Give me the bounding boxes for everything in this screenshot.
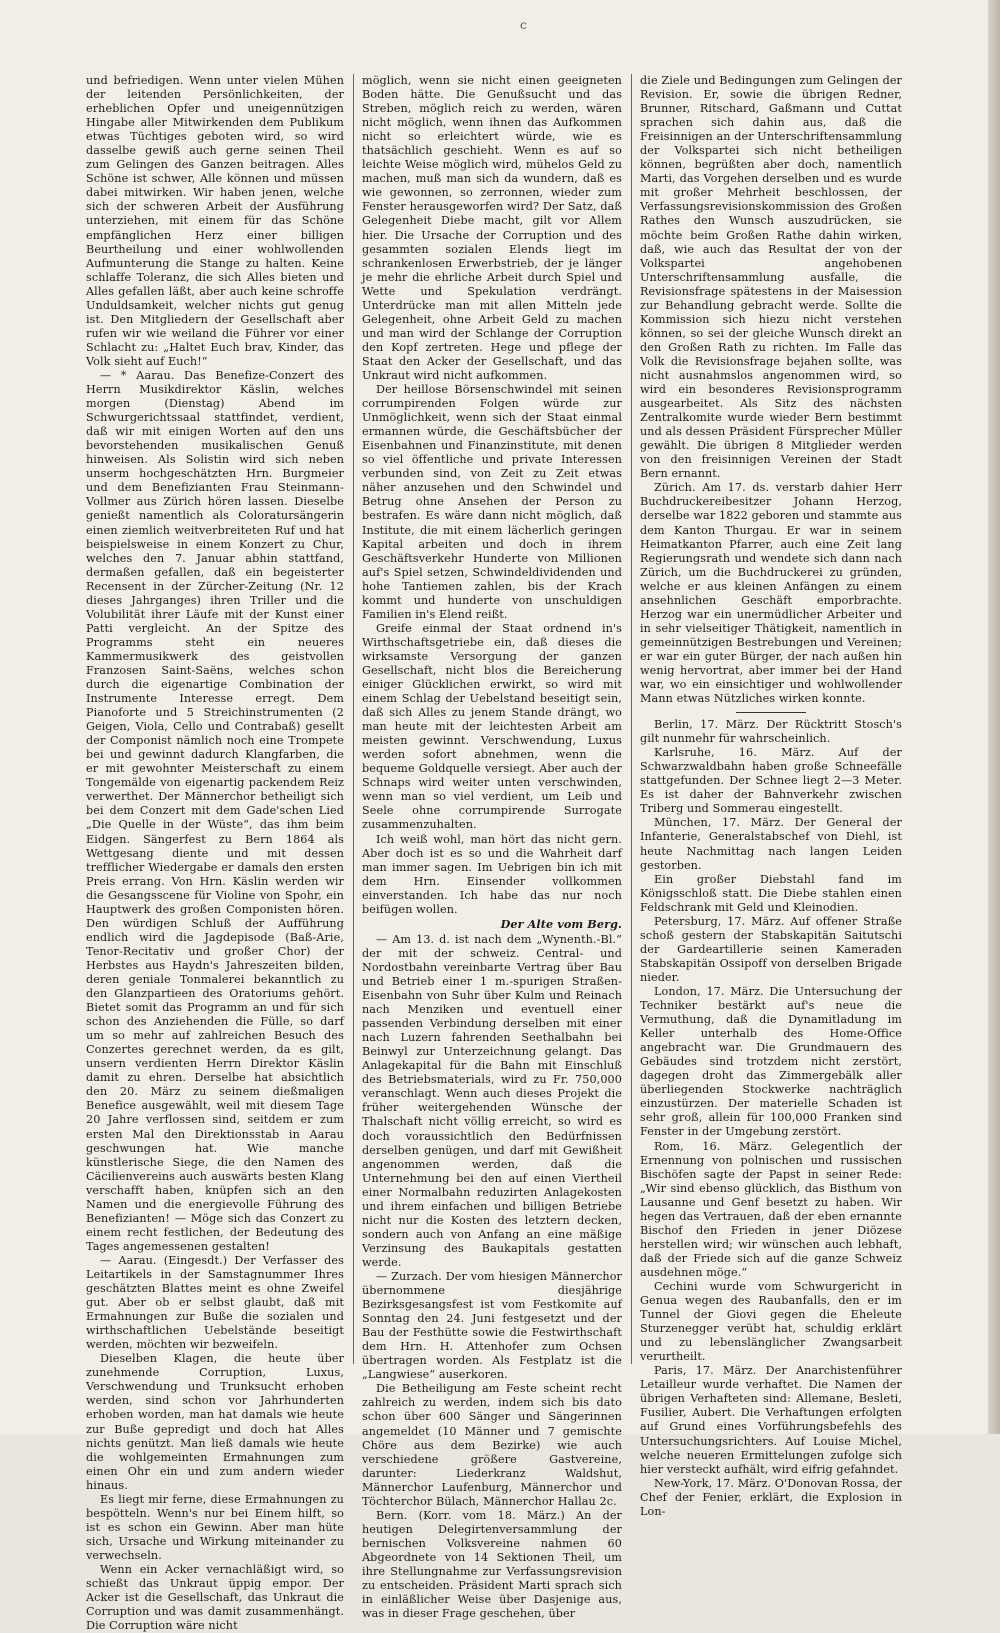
article-paragraph: Paris, 17. März. Der Anarchistenführer Letailleur wurde verhaftet. Die Namen der übrigen Verhafteten sind: Allemane, Besleti, Fusilier, Aubert. Die Verhaftungen erfolgten auf Grund eines Vorführungsbefehls des Untersuchungsrichters. Auf Louise Michel, welche neueren Ermittelungen zufolge sich hier versteckt aufhält, wird eifrig gefahndet. (640, 1364, 902, 1476)
article-paragraph: Wenn ein Acker vernachläßigt wird, so schießt das Unkraut üppig empor. Der Acker ist die Gesellschaft, das Unkraut die Corruption und was damit zusammenhängt. Die Corruption wäre nicht (86, 1562, 344, 1633)
article-paragraph: Es liegt mir ferne, diese Ermahnungen zu bespötteln. Wenn's nur bei Einem hilft, so ist es schon ein Gewinn. Aber man hüte sich, Ursache und Wirkung miteinander zu verwechseln. (86, 1492, 344, 1562)
article-paragraph: Ich weiß wohl, man hört das nicht gern. Aber doch ist es so und die Wahrheit darf man immer sagen. Im Uebrigen bin ich mit dem Hrn. Einsender vollkommen einverstanden. Ich habe das nur noch beifügen wollen. (362, 832, 622, 916)
article-paragraph: Rom, 16. März. Gelegentlich der Ernennung von polnischen und russischen Bischöfen sagte der Papst in seiner Rede: „Wir sind ebenso glücklich, das Bisthum von Lausanne und Genf besetzt zu haben. Wir hegen das Vertrauen, daß der eben ernannte Bischof den Frieden in jener Diözese herstellen wird; wir wünschen auch lebhaft, daß der Friede sich auf die ganze Schweiz ausdehnen möge.“ (640, 1139, 902, 1279)
article-paragraph: Ein großer Diebstahl fand im Königsschloß statt. Die Diebe stahlen einen Feldschrank mit Geld und Kleinodien. (640, 872, 902, 914)
page-edge (988, 0, 1000, 1434)
article-paragraph: — * Aarau. Das Benefize-Conzert des Herrn Musikdirektor Käslin, welches morgen (Dienstag) Abend im Schwurgerichtssaal stattfindet, verdient, daß wir mit einigen Worten auf den uns bevorstehenden musikalischen Genuß hinweisen. Als Solistin wird sich neben unserm hochgeschätzten Hrn. Burgmeier und dem Benefizianten Frau Steinmann-Vollmer aus Zürich hören lassen. Dieselbe genießt namentlich als Coloratursängerin einen ziemlich weitverbreiteten Ruf und hat beispielsweise in einem Konzert zu Chur, welches den 7. Januar abhin stattfand, dermaßen gefallen, daß ein begeisterter Recensent in der Zürcher-Zeitung (Nr. 12 dieses Jahrganges) ihren Triller und die Volubilität ihrer Läufe mit der Kunst einer Patti vergleicht. An der Spitze des Programms steht ein neueres Kammermusikwerk des geistvollen Franzosen Saint-Saëns, welches schon durch die eigenartige Combination der Instrumente Interesse erregt. Dem Pianoforte und 5 Streichinstrumenten (2 Geigen, Viola, Cello und Contrabaß) gesellt der Componist nämlich noch eine Trompete bei und gewinnt dadurch Klangfarben, die er mit gewohnter Meisterschaft zu einem Tongemälde von eigenartig packendem Reiz verwerthet. Der Männerchor betheiligt sich bei dem Conzert mit dem Gade'schen Lied „Die Quelle in der Wüste“, das ihm beim Eidgen. Sängerfest zu Bern 1864 als Wettgesang diente und mit dessen trefflicher Wiedergabe er damals den ersten Preis errang. Von Hrn. Käslin werden wir die Gesangsscene für Violine von Spohr, ein Hauptwerk des großen Componisten hören. Den würdigen Schluß der Aufführung endlich wird die Jagdepisode (Baß-Arie, Tenor-Recitativ und großer Chor) der Herbstes aus Haydn's Jahreszeiten bilden, deren geniale Tonmalerei bekanntlich zu den Glanzpartieen des Oratoriums gehört. Bietet somit das Programm an und für sich schon des Anziehenden die Fülle, so darf um so mehr auf zahlreichen Besuch des Conzertes gerechnet werden, da es gilt, unsern verdienten Herrn Direktor Käslin damit zu ehren. Derselbe hat absichtlich den 20. März zu seinem dießmaligen Benefice ausgewählt, weil mit diesem Tage 20 Jahre verflossen sind, seitdem er zum ersten Mal den Direktionsstab in Aarau geschwungen hat. Wie manche künstlerische Siege, die den Namen des Cäcilienvereins auch auswärts besten Klang verschafft haben, knüpfen sich an den Namen und die energievolle Führung des Benefizianten! — Möge sich das Conzert zu einem recht festlichen, der Bedeutung des Tages angemessenen gestalten! (86, 368, 344, 1253)
article-paragraph: — Aarau. (Eingesdt.) Der Verfasser des Leitartikels in der Samstagnummer Ihres geschätzten Blattes meint es ohne Zweifel gut. Aber ob er selbst glaubt, daß mit Ermahnungen zur Buße die sozialen und wirthschaftlichen Uebelstände beseitigt werden, möchten wir bezweifeln. (86, 1253, 344, 1352)
article-column-3 (640, 74, 902, 1518)
article-paragraph: Bern. (Korr. vom 18. März.) An der heutigen Delegirtenversammlung der bernischen Volksvereine nahmen 60 Abgeordnete von 14 Sektionen Theil, um ihre Stellungnahme zur Verfassungsrevision zu entscheiden. Präsident Marti sprach sich in einläßlicher Weise über Dasjenige aus, was in dieser Frage geschehen, über (362, 1508, 622, 1621)
article-paragraph: Zürich. Am 17. ds. verstarb dahier Herr Buchdruckereibesitzer Johann Herzog, derselbe war 1822 geboren und stammte aus dem Kanton Thurgau. Er war in seinem Heimatkanton Pfarrer, auch eine Zeit lang Regierungsrath und wendete sich dann nach Zürich, um die Buchdruckerei zu gründen, welche er aus kleinen Anfängen zu einem ansehnlichen Geschäft emporbrachte. Herzog war ein unermüdlicher Arbeiter und in sehr vielseitiger Thätigkeit, namentlich in gemeinnützigen Bestrebungen und Vereinen; er war ein guter Bürger, der nach außen hin wenig hervortrat, aber immer bei der Hand war, wo ein einsichtiger und wohlwollender Mann etwas Nützliches wirken konnte. (640, 481, 902, 706)
article-paragraph: Berlin, 17. März. Der Rücktritt Stosch's gilt nunmehr für wahrscheinlich. (640, 718, 902, 746)
article-paragraph: Der heillose Börsenschwindel mit seinen corrumpirenden Folgen würde zur Unmöglichkeit, wenn sich der Staat einmal ermannen würde, die Geschäftsbücher der Eisenbahnen und Finanzinstitute, mit denen so viel öffentliche und private Interessen verbunden sind, von Zeit zu Zeit etwas näher anzusehen und den Schwindel und Betrug ohne Ansehen der Person zu bestrafen. Es wäre dann nicht möglich, daß Institute, die mit einem lächerlich geringen Kapital arbeiten und doch in ihrem Geschäftsverkehr Hunderte von Millionen auf's Spiel setzen, Schwindeldividenden und hohe Tantiemen zahlen, bis der Krach kommt und hunderte von unschuldigen Familien in's Elend reißt. (362, 383, 622, 621)
article-paragraph: die Ziele und Bedingungen zum Gelingen der Revision. Er, sowie die übrigen Redner, Brunner, Ritschard, Gaßmann und Cuttat sprachen sich dahin aus, daß die Freisinnigen an der Unterschriftensammlung der Volkspartei sich nicht betheiligen können, begrüßten aber doch, namentlich Marti, das Vorgehen derselben und es wurde mit großer Mehrheit beschlossen, der Verfassungsrevisionskommission des Großen Rathes den Wunsch auszudrücken, sie möchte beim Großen Rathe dahin wirken, daß, wie auch das Resultat der von der Volkspartei angehobenen Unterschriftensammlung ausfalle, die Revisionsfrage spätestens in der Maisession zur Behandlung gebracht werde. Sollte die Kommission sich hiezu nicht verstehen können, so sei der gleiche Wunsch direkt an den Großen Rath zu richten. Im Falle das Volk die Revisionsfrage bejahen sollte, was nicht ausnahmslos angenommen wird, so wird ein besonderes Revisionsprogramm ausgearbeitet. Als Sitz des nächsten Zentralkomite wurde wieder Bern bestimmt und als dessen Präsident Fürsprecher Müller gewählt. Die übrigen 8 Mitglieder werden von den freisinnigen Vereinen der Stadt Bern ernannt. (640, 74, 902, 481)
article-paragraph: London, 17. März. Die Untersuchung der Techniker bestärkt auf's neue die Vermuthung, daß die Dynamitladung im Keller unterhalb des Home-Office angebracht war. Die Grundmauern des Gebäudes sind trotzdem nicht zerstört, dagegen droht das Zimmergebälk aller überliegenden Stockwerke nachträglich einzustürzen. Der materielle Schaden ist sehr groß, allein für 100,000 Franken sind Fenster in der Umgebung zerstört. (640, 985, 902, 1139)
article-column-2 (362, 74, 622, 1621)
page-top-mark: c (520, 18, 527, 32)
column-divider (353, 74, 354, 1364)
article-paragraph: — Zurzach. Der vom hiesigen Männerchor übernommene diesjährige Bezirksgesangsfest ist vom Festkomite auf Sonntag den 24. Juni festgesetzt und der Bau der Festhütte sowie die Festwirthschaft dem Hrn. H. Attenhofer zum Ochsen übertragen worden. Als Festplatz ist die „Langwiese“ auserkoren. (362, 1269, 622, 1382)
article-paragraph: München, 17. März. Der General der Infanterie, Generalstabschef von Diehl, ist heute Nachmittag nach langen Leiden gestorben. (640, 816, 902, 872)
article-paragraph: Cechini wurde vom Schwurgericht in Genua wegen des Raubanfalls, den er im Tunnel der Giovi gegen die Eheleute Sturzenegger verübt hat, schuldig erklärt und zu lebenslänglicher Zwangsarbeit verurtheilt. (640, 1279, 902, 1364)
section-separator (736, 712, 806, 713)
author-signature: Der Alte vom Berg. (500, 916, 622, 931)
article-paragraph: Petersburg, 17. März. Auf offener Straße schoß gestern der Stabskapitän Saitutschi der Gardeartillerie seinen Kameraden Stabskapitän Ossipoff von derselben Brigade nieder. (640, 914, 902, 984)
article-paragraph: — Am 13. d. ist nach dem „Wynenth.-Bl.“ der mit der schweiz. Central- und Nordostbahn vereinbarte Vertrag über Bau und Betrieb einer 1 m.-spurigen Straßen-Eisenbahn von Suhr über Kulm und Reinach nach Menziken und eventuell einer passenden Verbindung derselben mit einer nach Luzern fahrenden Seethalbahn bei Beinwyl zur Unterzeichnung gelangt. Das Anlagekapital für die Bahn mit Einschluß des Betriebsmaterials, wird zu Fr. 750,000 veranschlagt. Wenn auch dieses Projekt die früher weitergehenden Wünsche der Thalschaft nicht völlig erreicht, so wird es doch voraussichtlich den Bedürfnissen derselben genügen, und darf mit Gewißheit angenommen werden, daß die Unternehmung bei den auf einen Viertheil einer Normalbahn reduzirten Anlagekosten und ihrem einfachen und billigen Betriebe nicht nur die Kosten des letztern decken, sondern auch von Anfang an eine mäßige Verzinsung des Baukapitals gestatten werde. (362, 932, 622, 1269)
column-divider (631, 74, 632, 1364)
article-paragraph: Die Betheiligung am Feste scheint recht zahlreich zu werden, indem sich bis dato schon über 600 Sänger und Sängerinnen angemeldet (10 Männer und 7 gemischte Chöre aus dem Bezirke) wie auch verschiedene größere Gastvereine, darunter: Liederkranz Waldshut, Männerchor Laufenburg, Männerchor und Töchterchor Bülach, Männerchor Hallau 2c. (362, 1382, 622, 1508)
article-paragraph: Dieselben Klagen, die heute über zunehmende Corruption, Luxus, Verschwendung und Trunksucht erhoben werden, sind schon vor Jahrhunderten erhoben worden, man hat damals wie heute zur Buße gepredigt und doch hat Alles nichts genützt. Man ließ damals wie heute die wohlgemeinten Ermahnungen zum einen Ohr ein und zum andern wieder hinaus. (86, 1352, 344, 1492)
article-paragraph: möglich, wenn sie nicht einen geeigneten Boden hätte. Die Genußsucht und das Streben, möglich reich zu werden, wären nicht möglich, wenn ihnen das Aufkommen nicht so erleichtert würde, wie es thatsächlich geschieht. Wenn es auf so leichte Weise möglich wird, mühelos Geld zu machen, muß man sich da wundern, daß es wie gewonnen, so zerronnen, wieder zum Fenster herausgeworfen wird? Der Satz, daß Gelegenheit Diebe macht, gilt vor Allem hier. Die Ursache der Corruption und des gesammten sozialen Elends liegt im schrankenlosen Erwerbstrieb, der je länger je mehr die ehrliche Arbeit durch Spiel und Wette und Spekulation verdrängt. Unterdrücke man mit allen Mitteln jede Gelegenheit, ohne Arbeit Geld zu machen und man wird der Schlange der Corruption den Kopf zertreten. Hege und pflege der Staat den Acker der Gesellschaft, und das Unkraut wird nicht aufkommen. (362, 74, 622, 382)
article-paragraph: Greife einmal der Staat ordnend in's Wirthschaftsgetriebe ein, daß dieses die wirksamste Versorgung der ganzen Gesellschaft, nicht blos die Bereicherung einiger Glücklichen erwirkt, so wird mit einem Schlag der Uebelstand beseitigt sein, daß sich Alles zu jenem Stande drängt, wo man heute mit der leichtesten Arbeit am meisten gewinnt. Verschwendung, Luxus werden sofort abnehmen, wenn die bequeme Goldquelle versiegt. Aber auch der Schnaps wird weiter unten verschwinden, wenn man so viel verdient, um Leib und Seele ohne corrumpirende Surrogate zusammenzuhalten. (362, 621, 622, 832)
article-paragraph: Karlsruhe, 16. März. Auf der Schwarzwaldbahn haben große Schneefälle stattgefunden. Der Schnee liegt 2—3 Meter. Es ist daher der Bahnverkehr zwischen Triberg und Sommerau eingestellt. (640, 746, 902, 816)
article-paragraph: und befriedigen. Wenn unter vielen Mühen der leitenden Persönlichkeiten, der erheblichen Opfer und uneigennützigen Hingabe aller Mitwirkenden dem Publikum etwas Tüchtiges geboten wird, so wird dasselbe gewiß auch gerne seinen Theil zum Gelingen des Ganzen beitragen. Alles Schöne ist schwer, Alle können und müssen dabei mitwirken. Wir haben jenen, welche sich der schweren Arbeit der Ausführung unterziehen, mit einem für das Schöne empfänglichen Herz einer billigen Beurtheilung und einer wohlwollenden Aufmunterung die Stange zu halten. Keine schlaffe Toleranz, die sich Alles bieten und Alles gefallen läßt, aber auch keine schroffe Unduldsamkeit, welcher nichts gut genug ist. Den Mitgliedern der Gesellschaft aber rufen wir wie weiland die Führer vor einer Schlacht zu: „Haltet Euch brav, Kinder, das Volk sieht auf Euch!“ (86, 74, 344, 368)
article-paragraph: New-York, 17. März. O'Donovan Rossa, der Chef der Fenier, erklärt, die Explosion in Lon- (640, 1476, 902, 1518)
article-column-1 (86, 74, 344, 1633)
